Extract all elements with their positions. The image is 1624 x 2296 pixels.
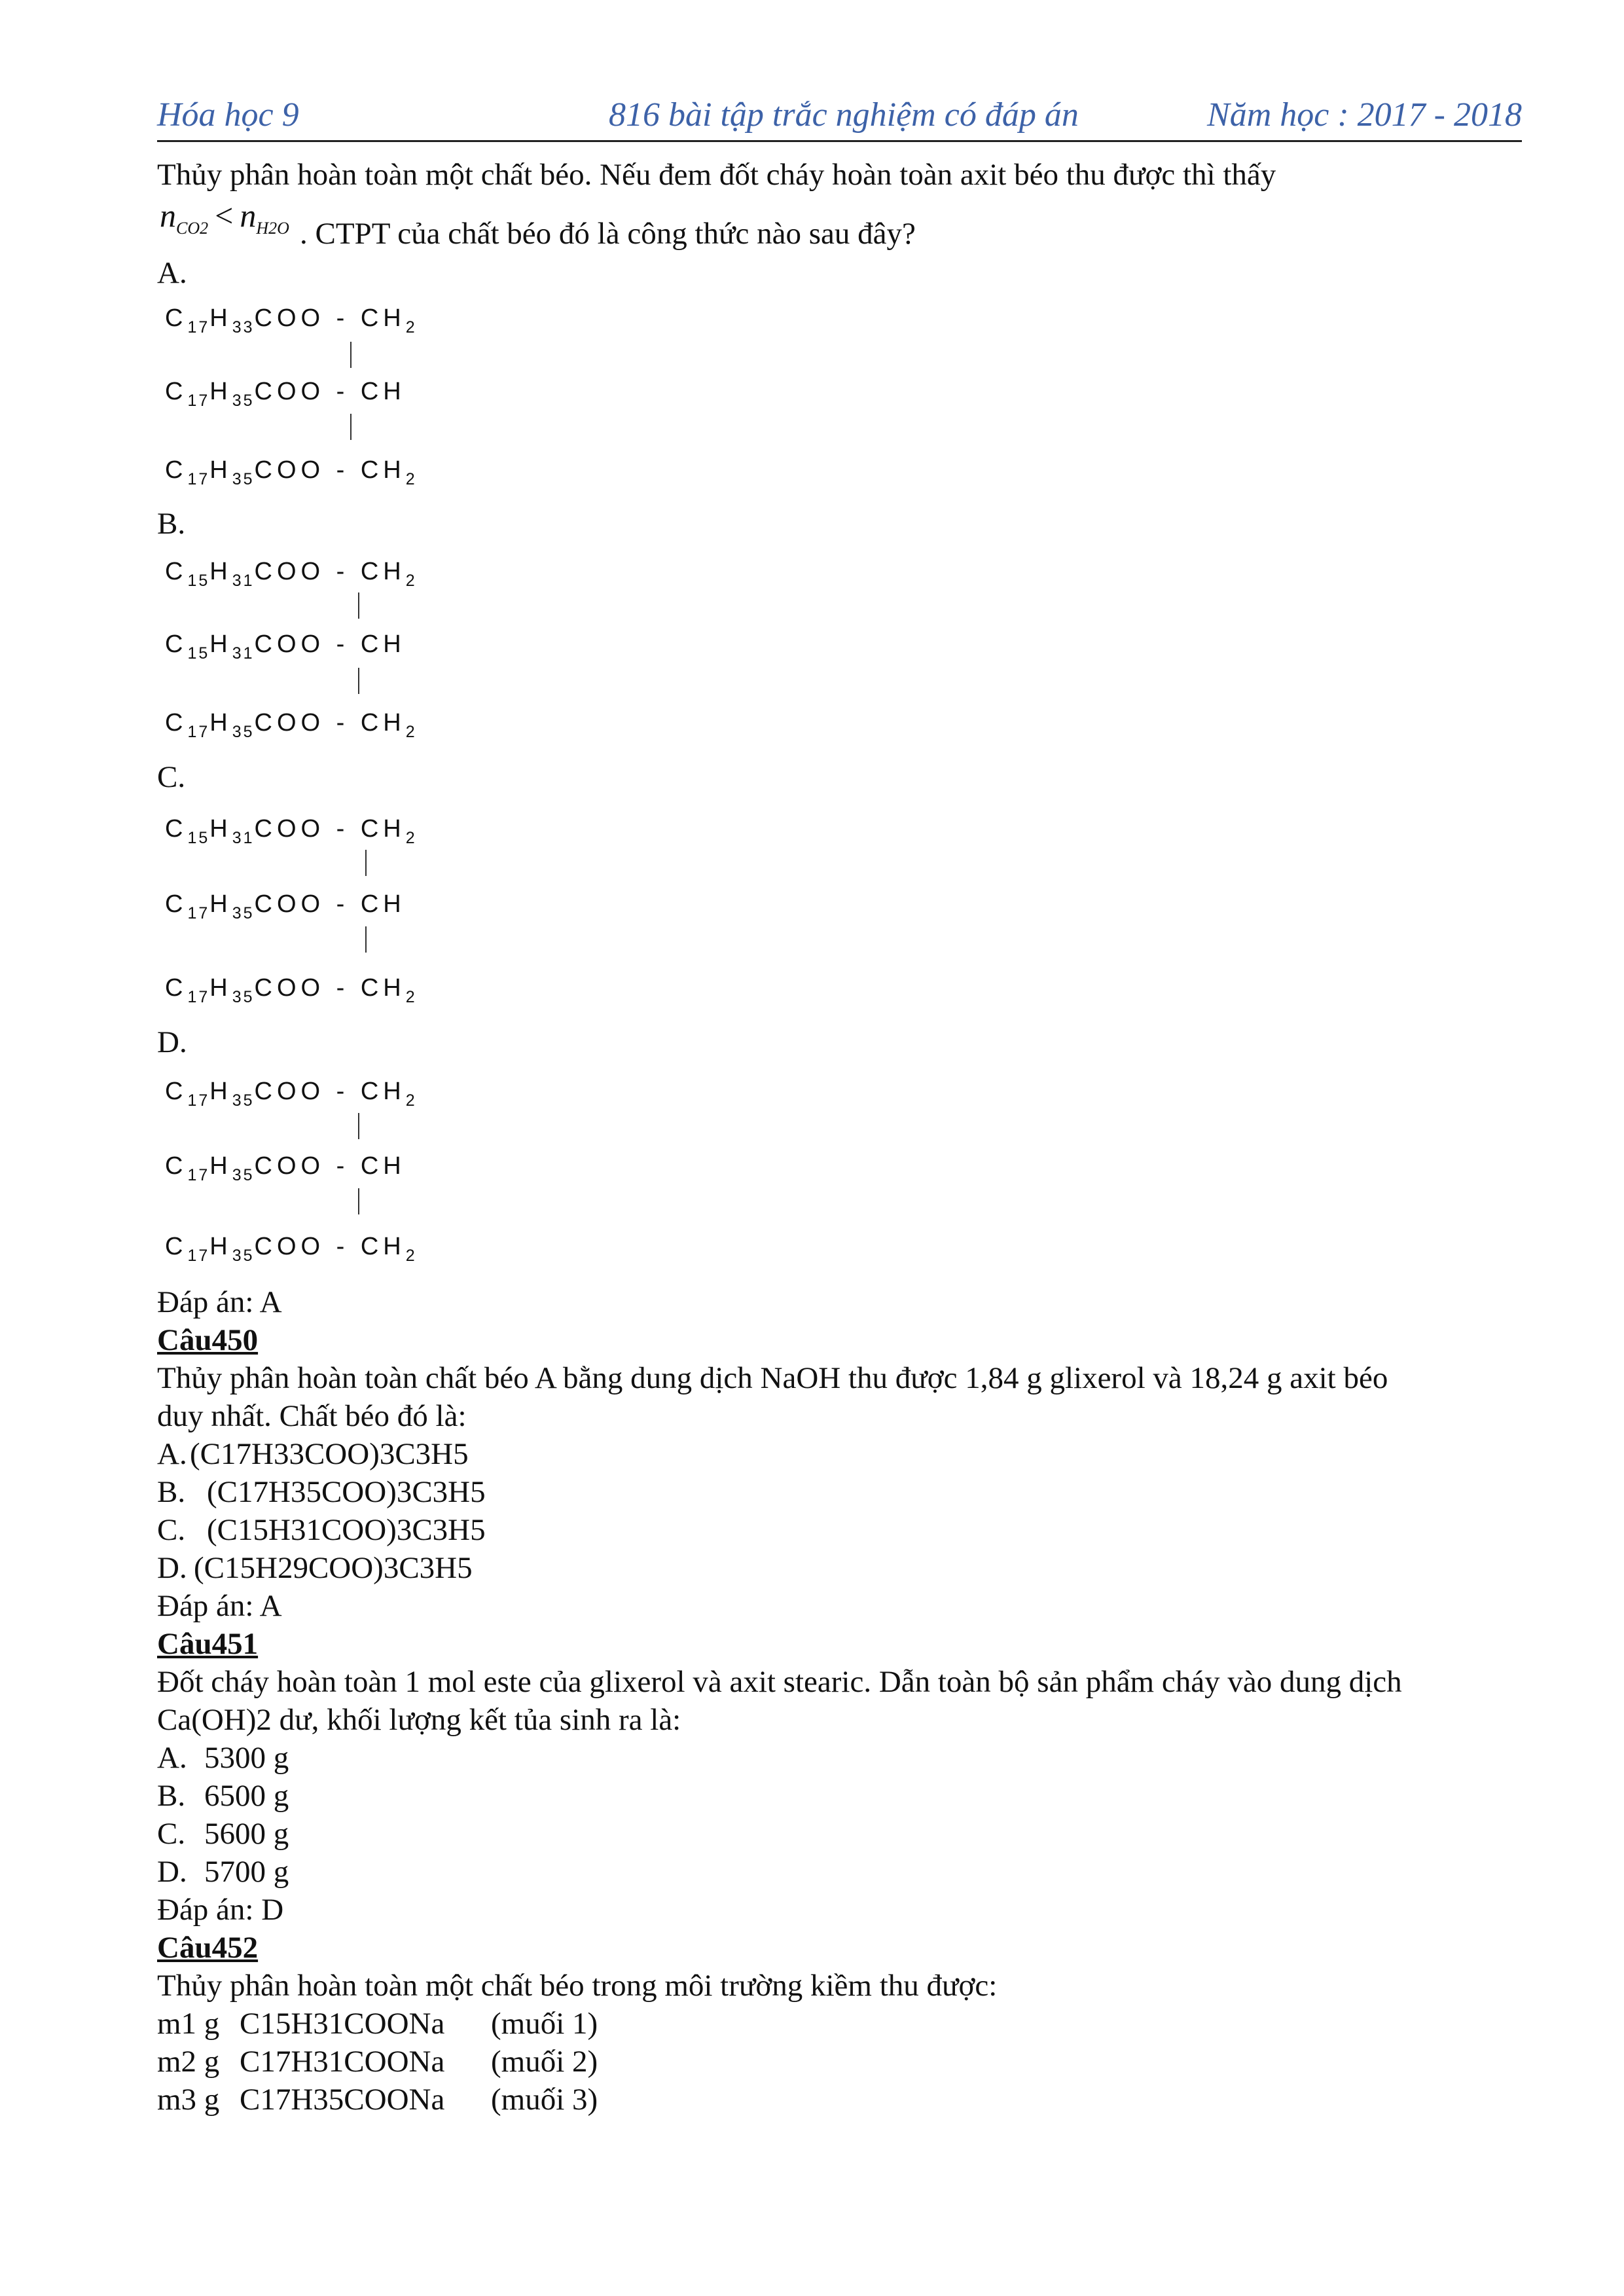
q450-option-a: A. (C17H33COO)3C3H5 [157,1437,469,1471]
q451-option-b: B. 6500 g [157,1779,289,1813]
q449-option-a-label: A. [157,256,187,290]
q449-option-c-label: C. [157,760,186,794]
q449-text-line2: . CTPT của chất béo đó là công thức nào sau đây? [300,217,916,251]
q452-salt-1: m1 g C15H31COONa (muối 1) [157,2007,598,2041]
q450-option-c: C. (C15H31COO)3C3H5 [157,1513,486,1547]
q449-option-b-row3: $C_{17}H_{35}COO - CH_2$ [165,709,417,741]
q452-salt-3: m3 g C17H35COONa (muối 3) [157,2083,598,2117]
q452-salt-2: m2 g C17H31COONa (muối 2) [157,2045,598,2079]
q449-option-c-bond1 [365,850,367,876]
q451-option-c: C. 5600 g [157,1817,289,1851]
q452-text-line1: Thủy phân hoàn toàn một chất béo trong môi trường kiềm thu được: [157,1969,998,2003]
q449-text-line1: Thủy phân hoàn toàn một chất béo. Nếu đem đốt cháy hoàn toàn axit béo thu được thì thấy [157,158,1276,192]
q449-option-c-row2: $C_{17}H_{35}COO$ - CH [165,890,406,922]
q449-option-a-bond1 [350,342,352,368]
q450-text-line2: duy nhất. Chất béo đó là: [157,1399,467,1433]
page-header [157,96,1522,141]
q450-option-d: D. (C15H29COO)3C3H5 [157,1551,473,1585]
q451-option-a: A. 5300 g [157,1741,289,1775]
q449-answer: Đáp án: A [157,1285,282,1319]
q449-option-d-label: D. [157,1025,187,1059]
q451-title: Câu451 [157,1627,259,1661]
q451-answer: Đáp án: D [157,1893,284,1927]
q449-option-b-row2: $C_{15}H_{31}COO$ - CH [165,630,406,663]
q449-option-a-row3: $C_{17}H_{35}COO - CH_2$ [165,456,417,488]
q449-option-d-row3: $C_{17}H_{35}COO - CH_2$ [165,1233,417,1265]
header-school-year: Năm học : 2017 - 2018 [1207,96,1522,134]
header-book-title: 816 bài tập trắc nghiệm có đáp án [609,96,1079,134]
q452-title: Câu452 [157,1931,259,1965]
q449-option-d-bond1 [358,1113,359,1139]
q449-option-c-row1: $C_{15}H_{31}COO - CH_2$ [165,815,417,847]
q449-option-a-bond2 [350,414,352,440]
q449-option-d-bond2 [358,1188,359,1214]
q451-option-d: D. 5700 g [157,1855,289,1889]
q449-option-a-row1: $C_{17}H_{33}COO - CH_2$ [165,304,417,337]
q449-formula: $n_{CO2} < n_{H2O}$ [160,197,289,238]
q449-option-c-bond2 [365,926,367,953]
q451-text-line1: Đốt cháy hoàn toàn 1 mol este của glixerol và axit stearic. Dẫn toàn bộ sản phẩm cháy vào dung dịch [157,1665,1402,1699]
q450-text-line1: Thủy phân hoàn toàn chất béo A bằng dung dịch NaOH thu được 1,84 g glixerol và 18,24 g axit béo [157,1361,1388,1395]
q449-option-a-row2: $C_{17}H_{35}COO$ - CH [165,378,406,410]
q449-option-c-row3: $C_{17}H_{35}COO - CH_2$ [165,974,417,1006]
q451-text-line2: Ca(OH)2 dư, khối lượng kết tủa sinh ra là: [157,1703,681,1737]
header-divider [157,140,1522,142]
q450-answer: Đáp án: A [157,1589,282,1623]
q449-option-d-row1: $C_{17}H_{35}COO - CH_2$ [165,1078,417,1110]
q449-option-d-row2: $C_{17}H_{35}COO$ - CH [165,1152,406,1184]
q449-option-b-bond1 [358,592,359,619]
q450-title: Câu450 [157,1323,259,1357]
header-subject: Hóa học 9 [157,96,299,134]
q450-option-b: B. (C17H35COO)3C3H5 [157,1475,486,1509]
q449-option-b-label: B. [157,507,186,541]
q449-option-b-row1: $C_{15}H_{31}COO - CH_2$ [165,558,417,590]
q449-option-b-bond2 [358,668,359,694]
